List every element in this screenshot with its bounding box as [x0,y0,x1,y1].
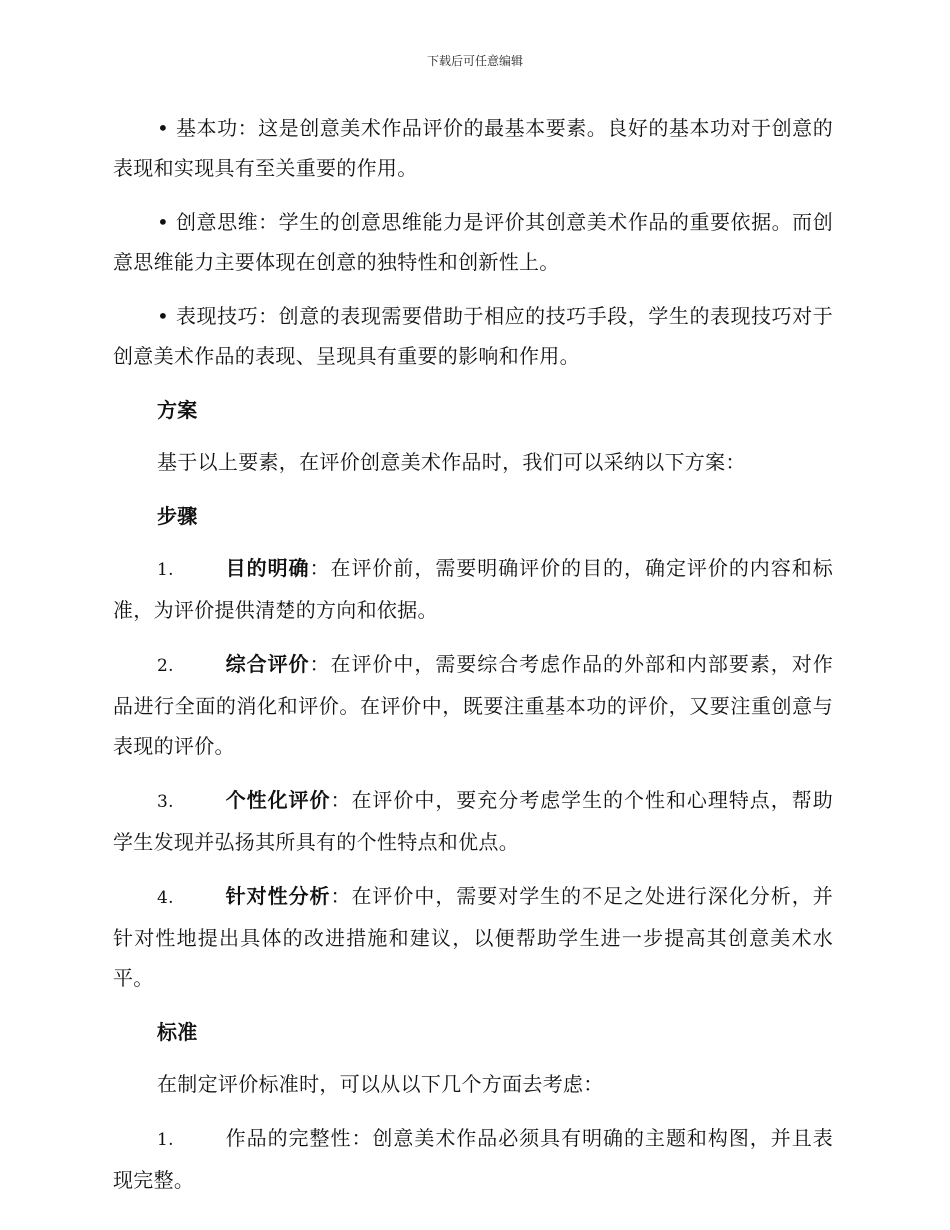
step-text: ：在评价前，需要明确评价的目的，确定评价的内容和标准，为评价提供清楚的方向和依据。 [113,556,834,622]
step-number: 1. [157,560,174,580]
standard-number: 1. [157,1130,174,1150]
step-item-2 [113,644,833,766]
paragraph-plan-intro: 基于以上要素，在评价创意美术作品时，我们可以采纳以下方案： [157,450,746,474]
step-number: 3. [157,792,174,812]
step-item-3 [113,780,833,862]
step-text: ：在评价中，需要综合考虑作品的外部和内部要素，对作品进行全面的消化和评价。在评价中，既要注重基本功的评价，又要注重创意与表现的评价。 [113,652,834,758]
document-body [113,108,833,1214]
paragraph-expression-skill: • 表现技巧：创意的表现需要借助于相应的技巧手段，学生的表现技巧对于创意美术作品的表现、呈现具有重要的影响和作用。 [113,304,833,368]
heading-standard: 标准 [157,1020,198,1044]
paragraph-creative-thinking: • 创意思维：学生的创意思维能力是评价其创意美术作品的重要依据。而创意思维能力主要体现在创意的独特性和创新性上。 [113,210,833,274]
step-term: 个性化评价 [225,788,331,812]
step-term: 综合评价 [225,652,310,676]
standard-text: 作品的完整性：创意美术作品必须具有明确的主题和构图，并且表现完整。 [113,1126,833,1192]
paragraph-basic-skill: • 基本功：这是创意美术作品评价的最基本要素。良好的基本功对于创意的表现和实现具有至关重要的作用。 [113,116,833,180]
step-item-4 [113,876,833,998]
step-item-1 [113,548,833,630]
step-text: ：在评价中，需要对学生的不足之处进行深化分析，并针对性地提出具体的改进措施和建议，以便帮助学生进一步提高其创意美术水平。 [113,884,834,990]
step-number: 4. [157,888,174,908]
step-term: 针对性分析 [225,884,331,908]
step-text: ：在评价中，要充分考虑学生的个性和心理特点，帮助学生发现并弘扬其所具有的个性特点和优点。 [113,788,834,854]
step-number: 2. [157,656,174,676]
page-header: 下载后可任意编辑 [426,54,523,68]
standard-item-1 [113,1118,833,1200]
heading-plan: 方案 [157,398,198,422]
heading-steps: 步骤 [157,504,198,528]
step-term: 目的明确 [225,556,310,580]
paragraph-standard-intro: 在制定评价标准时，可以从以下几个方面去考虑： [157,1072,604,1096]
